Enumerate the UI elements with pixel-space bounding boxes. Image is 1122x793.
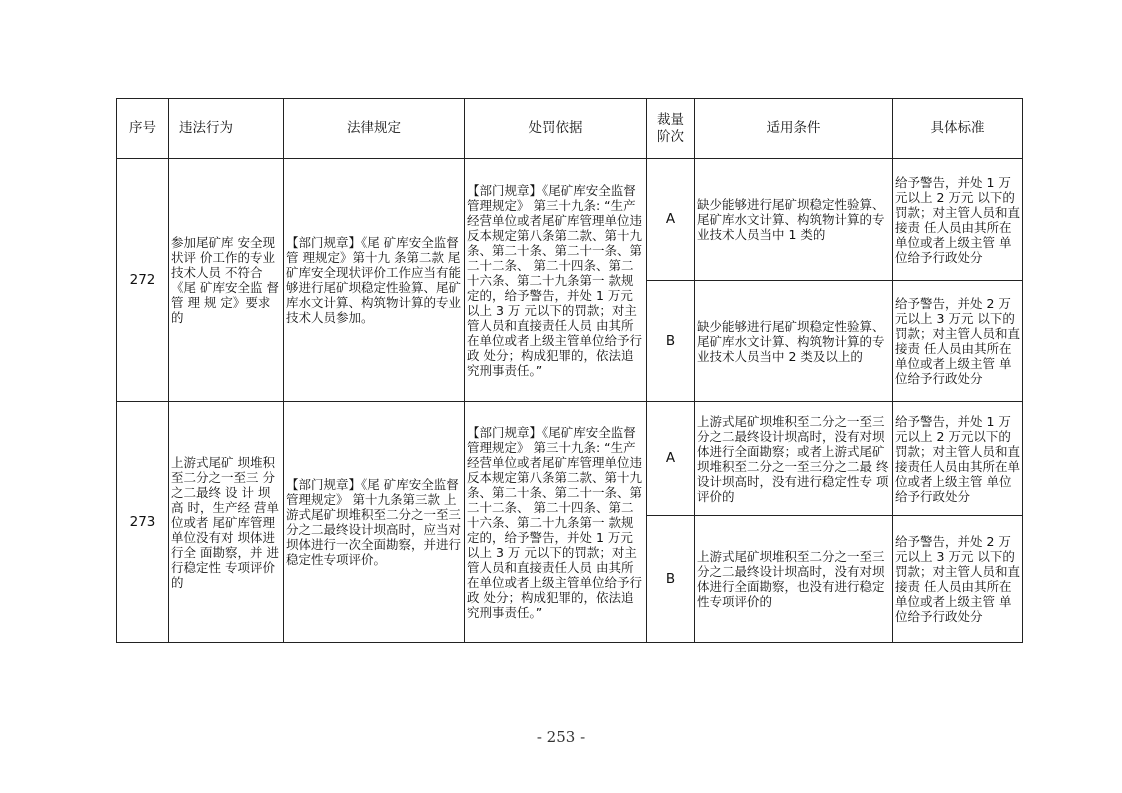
row-condition: 上游式尾矿坝堆积至二分之一至三 分之二最终设计坝高时，没有对坝 体进行全面勘察，也没有进行稳定 性专项评价的 [695,516,893,643]
row-condition: 缺少能够进行尾矿坝稳定性验算、 尾矿库水文计算、构筑物计算的专 业技术人员当中 1 类的 [695,159,893,281]
header-level: 裁量 阶次 [647,99,695,159]
header-behavior: 违法行为 [169,99,284,159]
row-law: 【部门规章】《尾 矿库安全监督管 理规定》第十九 条第二款 尾矿库安全现状评价工作应当有能够进行尾矿坝稳定性验算、尾矿库水文计算、构筑物计算的专业技术人员参加。 [284,159,465,402]
header-law: 法律规定 [284,99,465,159]
header-seq: 序号 [117,99,169,159]
row-behavior: 上游式尾矿 坝堆积至二分之一至三 分之二最终 设 计 坝 高 时，生产经 营单位或者 尾矿库管理 单位没有对 坝体进行全 面勘察，并 进行稳定性 专项评价的 [169,402,284,643]
row-basis: 【部门规章】《尾矿库安全监督管理规定》 第三十九条: “生产经营单位或者尾矿库管理单位违反本规定第八条第二款、第十九 条、第二十条、第二十一条、第二十二条、 第二十四条、第二十六条、第二十九条第一 款规定的，给予警告，并处 1 万元以上 3 万 元以下的罚款；对主管人员和直接责任人员 由其所在单位或者上级主管单位给予行政 处分；构成犯罪的，依法追究刑事责任。” [465,159,647,402]
table-row [117,159,1023,281]
row-standard: 给予警告，并处 1 万元以上 2 万元以下的罚款；对主管人员和直接责任人员由其所在单位或者上级主管 单位给予行政处分 [893,402,1023,516]
row-behavior: 参加尾矿库 安全现状评 价工作的专业技术人员 不符合《尾 矿库安全监 督 管 理 规 定》要求的 [169,159,284,402]
row-condition: 缺少能够进行尾矿坝稳定性验算、 尾矿库水文计算、构筑物计算的专 业技术人员当中 2 类及以上的 [695,281,893,402]
header-condition: 适用条件 [695,99,893,159]
row-standard: 给予警告，并处 2 万元以上 3 万元 以下的罚款；对主管人员和直接责 任人员由其所在单位或者上级主管 单位给予行政处分 [893,281,1023,402]
table-row [117,402,1023,516]
row-standard: 给予警告，并处 1 万元以上 2 万元 以下的罚款；对主管人员和直接责 任人员由其所在单位或者上级主管 单位给予行政处分 [893,159,1023,281]
row-level: B [647,281,695,402]
penalty-standards-table [116,98,1023,643]
row-level: B [647,516,695,643]
page-number: - 253 - [536,728,586,746]
row-condition: 上游式尾矿坝堆积至二分之一至三分之二最终设计坝高时，没有对坝体进行全面勘察；或者上游式尾矿 坝堆积至二分之一至三分之二最 终设计坝高时，没有进行稳定性专 项评价的 [695,402,893,516]
row-law: 【部门规章】《尾 矿库安全监督管理规定》 第十九条第三款 上游式尾矿坝堆积至二分之一至三分之二最终设计坝高时，应当对坝体进行一次全面勘察，并进行稳定性专项评价。 [284,402,465,643]
row-standard: 给予警告，并处 2 万元以上 3 万元 以下的罚款；对主管人员和直接责 任人员由其所在单位或者上级主管 单位给予行政处分 [893,516,1023,643]
row-seq: 273 [117,402,169,643]
row-level: A [647,159,695,281]
header-row [117,99,1023,159]
header-standard: 具体标准 [893,99,1023,159]
row-basis: 【部门规章】《尾矿库安全监督管理规定》 第三十九条: “生产经营单位或者尾矿库管理单位违反本规定第八条第二款、第十九 条、第二十条、第二十一条、第二十二条、 第二十四条、第二十六条、第二十九条第一 款规定的，给予警告，并处 1 万元以上 3 万 元以下的罚款；对主管人员和直接责任人员 由其所在单位或者上级主管单位给予行政 处分；构成犯罪的，依法追究刑事责任。” [465,402,647,643]
row-seq: 272 [117,159,169,402]
row-level: A [647,402,695,516]
header-basis: 处罚依据 [465,99,647,159]
